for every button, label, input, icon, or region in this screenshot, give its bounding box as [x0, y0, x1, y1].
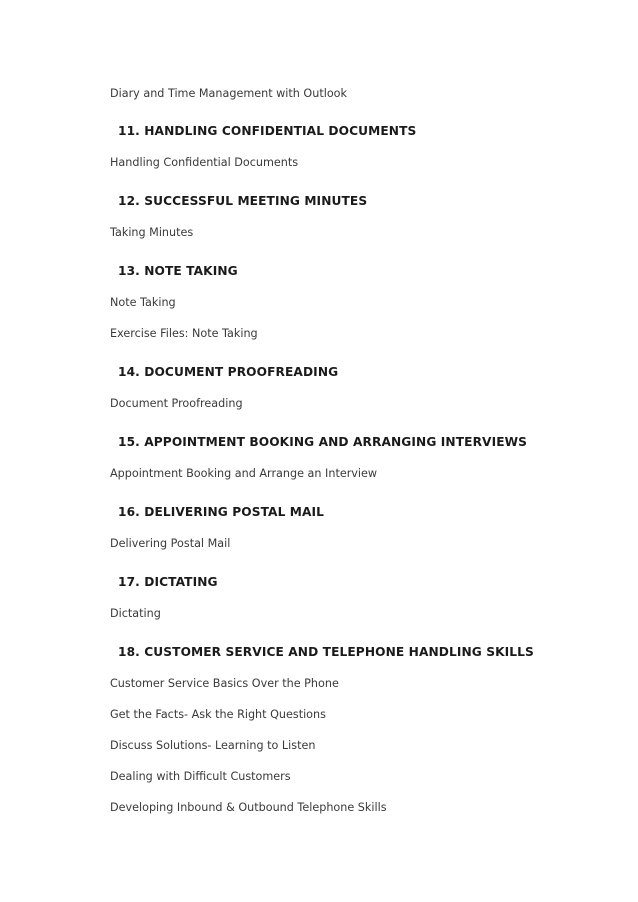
section-heading-17: 17. DICTATING: [118, 575, 218, 589]
course-item: Delivering Postal Mail: [110, 537, 231, 550]
section-heading-16: 16. DELIVERING POSTAL MAIL: [118, 505, 325, 519]
course-item: Taking Minutes: [110, 226, 194, 239]
course-item: Diary and Time Management with Outlook: [110, 87, 347, 100]
course-item: Dictating: [110, 607, 161, 620]
course-item: Note Taking: [110, 296, 176, 309]
section-heading-12: 12. SUCCESSFUL MEETING MINUTES: [118, 194, 368, 208]
course-item: Document Proofreading: [110, 397, 243, 410]
course-item: Handling Confidential Documents: [110, 156, 299, 169]
course-item: Get the Facts- Ask the Right Questions: [110, 708, 326, 721]
course-item: Dealing with Difficult Customers: [110, 770, 291, 783]
section-heading-13: 13. NOTE TAKING: [118, 264, 238, 278]
course-item: Customer Service Basics Over the Phone: [110, 677, 339, 690]
course-item: Discuss Solutions- Learning to Listen: [110, 739, 316, 752]
section-heading-14: 14. DOCUMENT PROOFREADING: [118, 365, 339, 379]
section-heading-11: 11. HANDLING CONFIDENTIAL DOCUMENTS: [118, 124, 417, 138]
course-item: Developing Inbound & Outbound Telephone Skills: [110, 801, 387, 814]
section-heading-15: 15. APPOINTMENT BOOKING AND ARRANGING INTERVIEWS: [118, 435, 528, 449]
section-heading-18: 18. CUSTOMER SERVICE AND TELEPHONE HANDLING SKILLS: [118, 645, 534, 659]
course-item: Appointment Booking and Arrange an Interview: [110, 467, 378, 480]
course-item: Exercise Files: Note Taking: [110, 327, 258, 340]
